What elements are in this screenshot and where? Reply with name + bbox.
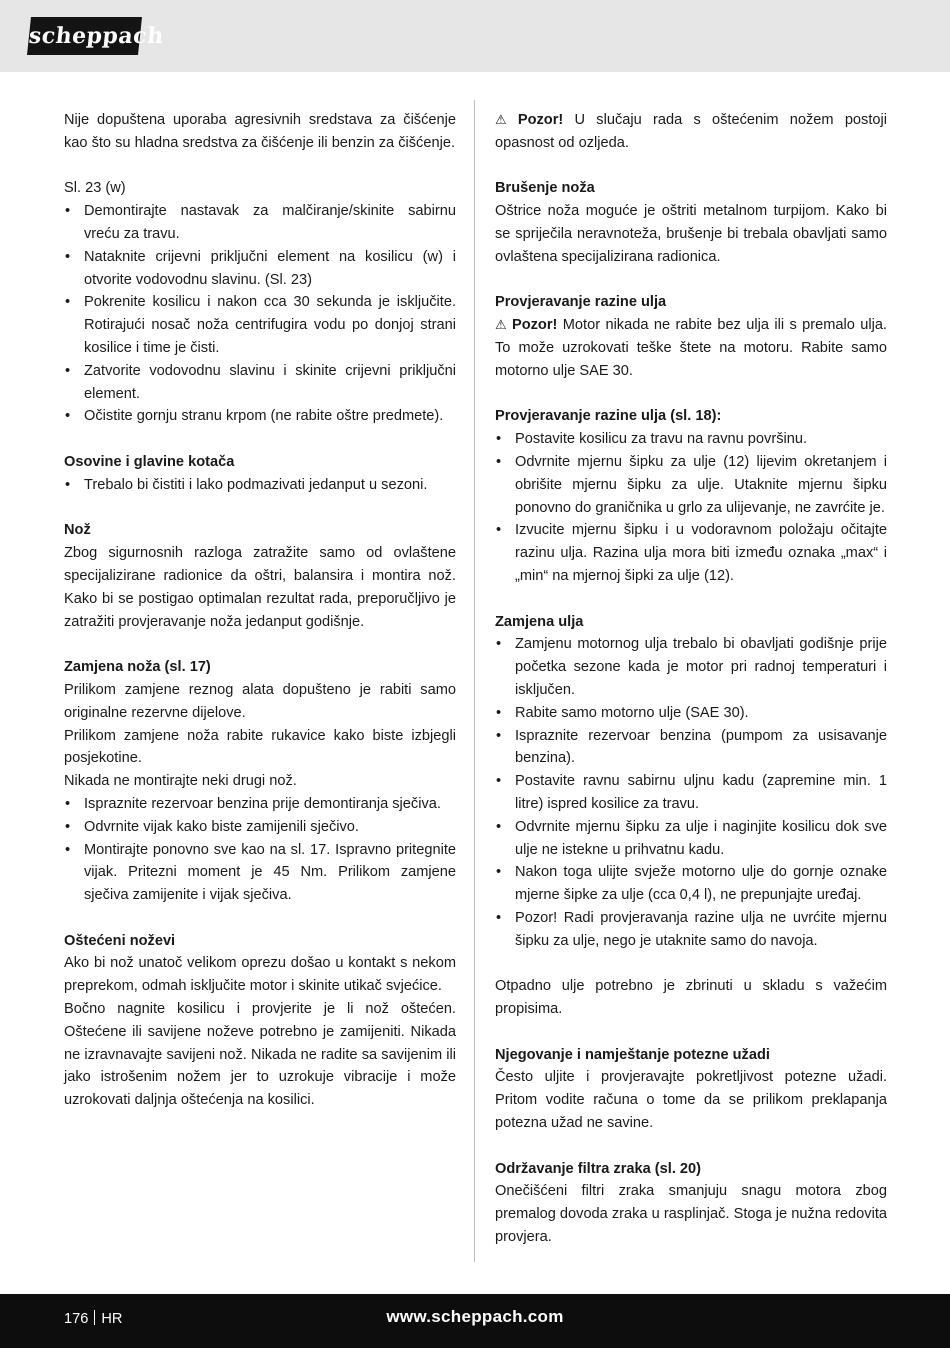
right-column bbox=[495, 109, 887, 1249]
list-item: • Demontirajte nastavak za malčiranje/skinite sabirnu vreću za travu. bbox=[64, 200, 456, 246]
warning-triangle-icon: ⚠ bbox=[495, 112, 514, 127]
list-item: • Odvrnite vijak kako biste zamijenili sječivo. bbox=[64, 816, 456, 839]
brusenje-paragraph: Oštrice noža moguće je oštriti metalnom turpijom. Kako bi se spriječila neravnoteža, brušenje bi trebala obavljati samo ovlaštena specijalizirana radionica. bbox=[495, 203, 887, 265]
warning-text: U slučaju rada s oštećenim nožem postoji opasnost od ozljeda. bbox=[495, 112, 888, 151]
filtar-paragraph: Onečišćeni filtri zraka smanjuju snagu motora zbog premalog dovoda zraka u rasplinjač. Stoga je nužna redovita provjera. bbox=[495, 1183, 887, 1246]
list-item: • Ispraznite rezervoar benzina prije demontiranja sječiva. bbox=[64, 793, 456, 816]
warning-label: Pozor! bbox=[511, 317, 558, 334]
section-heading-uzad: Njegovanje i namještanje potezne užadi bbox=[495, 1046, 770, 1063]
warning-paragraph bbox=[495, 314, 887, 382]
section-heading-razina-ulja: Provjeravanje razine ulja bbox=[495, 294, 667, 311]
list-item: • Zatvorite vodovodnu slavinu i skinite crijevni priključni element. bbox=[64, 360, 456, 406]
website-url: www.scheppach.com bbox=[386, 1307, 564, 1326]
list-item: • Nakon toga ulijte svježe motorno ulje do gornje oznake mjerne šipke za ulje (cca 0,4 l), ne prepunjajte uređaj. bbox=[495, 861, 887, 907]
warning-label: Pozor! bbox=[517, 112, 564, 128]
section-heading-osovine: Osovine i glavine kotača bbox=[64, 453, 235, 470]
noz-paragraph: Zbog sigurnosnih razloga zatražite samo od ovlaštene specijalizirane radionice da oštri, balansira i montira nož. Kako bi se postigao optimalan rezultat rada, preporučljivo je zatražiti provjeravanje noža jedanput godišnje. bbox=[64, 545, 456, 630]
header-band bbox=[0, 0, 950, 72]
osovine-list bbox=[64, 474, 456, 497]
section-heading-osteceni: Oštećeni noževi bbox=[64, 932, 176, 949]
section-heading-filtar: Održavanje filtra zraka (sl. 20) bbox=[495, 1160, 702, 1177]
warning-triangle-icon: ⚠ bbox=[495, 317, 508, 333]
section-heading-zamjena-noza: Zamjena noža (sl. 17) bbox=[64, 659, 211, 676]
list-item: • Montirajte ponovno sve kao na sl. 17. Ispravno pritegnite vijak. Pritezni moment je 45 Nm. Prilikom zamjene sječiva zamijenite i vijak sječiva. bbox=[64, 839, 456, 907]
left-column bbox=[64, 109, 456, 1112]
list-item: • Rabite samo motorno ulje (SAE 30). bbox=[495, 702, 887, 725]
zamjena-steps-list bbox=[64, 793, 456, 907]
otpadno-ulje-paragraph: Otpadno ulje potrebno je zbrinuti u skladu s važećim propisima. bbox=[495, 978, 887, 1018]
list-item: • Očistite gornju stranu krpom (ne rabite oštre predmete). bbox=[64, 405, 456, 428]
zamjena-ulja-list bbox=[495, 633, 887, 952]
zamjena-paragraph: Prilikom zamjene noža rabite rukavice kako biste izbjegli posjekotine. bbox=[64, 727, 456, 767]
list-item: • Ispraznite rezervoar benzina (pumpom za usisavanje benzina). bbox=[495, 725, 887, 771]
cleaning-intro: Nije dopuštena uporaba agresivnih sredstava za čišćenje kao što su hladna sredstva za čišćenje ili benzin za čišćenje. bbox=[64, 112, 456, 151]
list-item: • Postavite kosilicu za travu na ravnu površinu. bbox=[495, 428, 887, 451]
list-item: • Zamjenu motornog ulja trebalo bi obavljati godišnje prije početka sezone kada je motor pri radnoj temperaturi i isključen. bbox=[495, 633, 887, 701]
list-item: • Pozor! Radi provjeravanja razine ulja ne uvrćite mjernu šipku za ulje, nego je utaknite samo do navoja. bbox=[495, 907, 887, 953]
ulje18-list bbox=[495, 428, 887, 588]
osteceni-paragraph: Ako bi nož unatoč velikom oprezu došao u kontakt s nekom preprekom, odmah isključite motor i skinite utikač svjećice. bbox=[64, 955, 456, 995]
column-divider bbox=[474, 100, 475, 1262]
section-heading-noz: Nož bbox=[64, 522, 91, 539]
warning-text: Motor nikada ne rabite bez ulja ili s premalo ulja. To može uzrokovati teške štete na motoru. Rabite samo motorno ulje SAE 30. bbox=[495, 317, 887, 379]
sl23-steps-list bbox=[64, 200, 456, 428]
list-item: • Odvrnite mjernu šipku za ulje (12) lijevim okretanjem i obrišite mjernu šipku za ulje. Utaknite mjernu šipku ponovno do graničnika u grlo za ulijevanje, ne zavrćite je. bbox=[495, 451, 887, 519]
page-number: 176 bbox=[64, 1311, 89, 1327]
zamjena-paragraph: Prilikom zamjene reznog alata dopušteno je rabiti samo originalne rezervne dijelove. bbox=[64, 681, 456, 721]
brand-logo: scheppach bbox=[27, 17, 142, 55]
zamjena-paragraph: Nikada ne montirajte neki drugi nož. bbox=[64, 773, 297, 790]
uzad-paragraph: Često uljite i provjeravajte pokretljivost potezne užadi. Pritom vodite računa o tome da se prilikom preklapanja potezna užad ne savine. bbox=[495, 1069, 887, 1132]
footer-bar bbox=[0, 1294, 950, 1348]
section-heading-razina-ulja-sl18: Provjeravanje razine ulja (sl. 18): bbox=[495, 408, 722, 425]
section-heading-brusenje: Brušenje noža bbox=[495, 180, 595, 197]
osteceni-paragraph: Bočno nagnite kosilicu i provjerite je li nož oštećen. Oštećene ili savijene noževe potrebno je zamijeniti. Nikada ne izravnavajte savijeni nož. Nikada ne radite sa savijenim ili jako istrošenim nožem jer to uzrokuje vibracije i može uzrokovati daljnja oštećenja na kosilici. bbox=[64, 1001, 456, 1109]
language-code: HR bbox=[101, 1311, 123, 1327]
list-item: • Pokrenite kosilicu i nakon cca 30 sekunda je isključite. Rotirajući nosač noža centrifugira vodu po donjoj strani kosilice i time je čisti. bbox=[64, 291, 456, 359]
list-item: • Postavite ravnu sabirnu uljnu kadu (zapremine min. 1 litre) ispred kosilice za travu. bbox=[495, 770, 887, 816]
figure-ref-sl23: Sl. 23 (w) bbox=[64, 180, 126, 197]
list-item: • Odvrnite mjernu šipku za ulje i naginjite kosilicu dok sve ulje ne istekne u prihvatnu kadu. bbox=[495, 816, 887, 862]
list-item: • Trebalo bi čistiti i lako podmazivati jedanput u sezoni. bbox=[64, 474, 456, 497]
list-item: • Nataknite crijevni priključni element na kosilicu (w) i otvorite vodovodnu slavinu. (Sl. 23) bbox=[64, 246, 456, 292]
section-heading-zamjena-ulja: Zamjena ulja bbox=[495, 613, 584, 630]
warning-paragraph bbox=[495, 109, 887, 155]
list-item: • Izvucite mjernu šipku i u vodoravnom položaju očitajte razinu ulja. Razina ulja mora biti između oznaka „max“ i „min“ na mjernoj šipki za ulje (12). bbox=[495, 519, 887, 587]
